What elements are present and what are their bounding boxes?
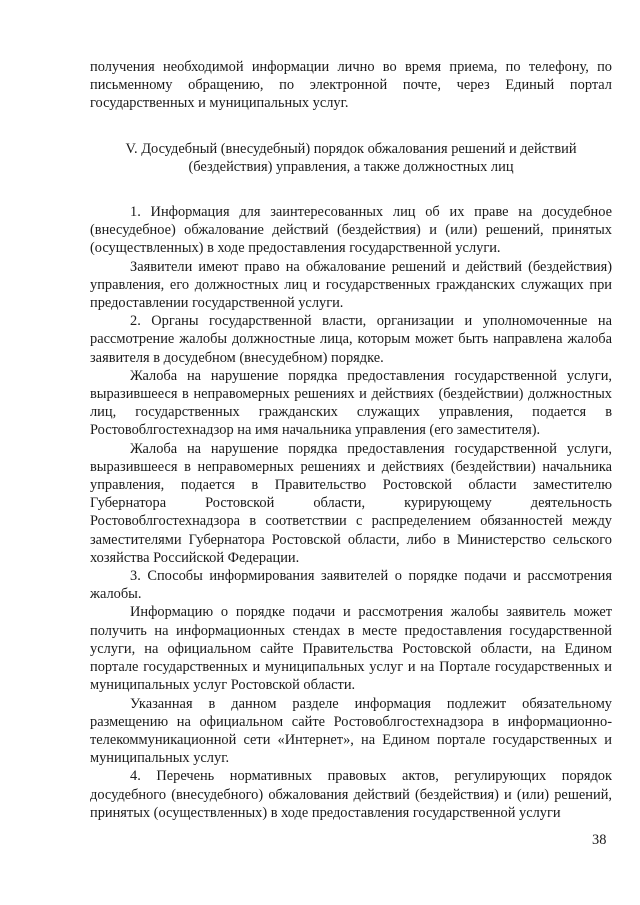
paragraph-7: Информацию о порядке подачи и рассмотрения жалобы заявитель может получить на информационных стендах в месте предоставления государственной услуги, на официальном сайте Правительства Ростовской области, на Едином портале государственных и муниципальных услуг и на Портале государственных и муниципальных услуг Ростовской области. xyxy=(90,604,612,694)
paragraph-6: 3. Способы информирования заявителей о порядке подачи и рассмотрения жалобы. xyxy=(90,568,612,603)
document-page xyxy=(90,58,612,822)
paragraph-8: Указанная в данном разделе информация подлежит обязательному размещению на официальном сайте Ростовоблгостехнадзора в информационно-телекоммуникационной сети «Интернет», на Едином портале государственных и муниципальных услуг. xyxy=(90,695,612,767)
paragraph-2: Заявители имеют право на обжалование решений и действий (бездействия) управления, его должностных лиц и государственных гражданских служащих при предоставлении государственной услуги. xyxy=(90,258,612,312)
paragraph-1: 1. Информация для заинтересованных лиц об их праве на досудебное (внесудебное) обжалование действий (бездействия) и (или) решений, принятых (осуществленных) в ходе предоставления государственной услуги. xyxy=(90,204,612,257)
section-heading: V. Досудебный (внесудебный) порядок обжалования решений и действий (бездействия) управления, а также должностных лиц xyxy=(125,140,577,175)
paragraph-4: Жалоба на нарушение порядка предоставления государственной услуги, выразившееся в неправомерных решениях и действиях (бездействии) должностных лиц, государственных гражданских служащих управления, подается в Ростовоблгостехнадзор на имя начальника управления (его заместителя). xyxy=(90,367,612,439)
intro-paragraph: получения необходимой информации лично во время приема, по телефону, по письменному обращению, по электронной почте, через Единый портал государственных и муниципальных услуг. xyxy=(90,59,612,112)
page-number: 38 xyxy=(592,832,607,848)
paragraph-9: 4. Перечень нормативных правовых актов, регулирующих порядок досудебного (внесудебного) обжалования действий (бездействия) и (или) решений, принятых (осуществленных) в ходе предоставления государственной услуги xyxy=(90,768,612,821)
paragraph-5: Жалоба на нарушение порядка предоставления государственной услуги, выразившееся в неправомерных решениях и действиях (бездействии) начальника управления, подается в Правительство Ростовской области заместителю Губернатора Ростовской области, курирующему деятельность Ростовоблгостехнадзора в соответствии с распределением обязанностей между заместителями Губернатора Ростовской области, либо в Министерство сельского хозяйства Российской Федерации. xyxy=(90,440,612,566)
paragraph-3: 2. Органы государственной власти, организации и уполномоченные на рассмотрение жалобы должностные лица, которым может быть направлена жалоба заявителя в досудебном (внесудебном) порядке. xyxy=(90,313,612,366)
